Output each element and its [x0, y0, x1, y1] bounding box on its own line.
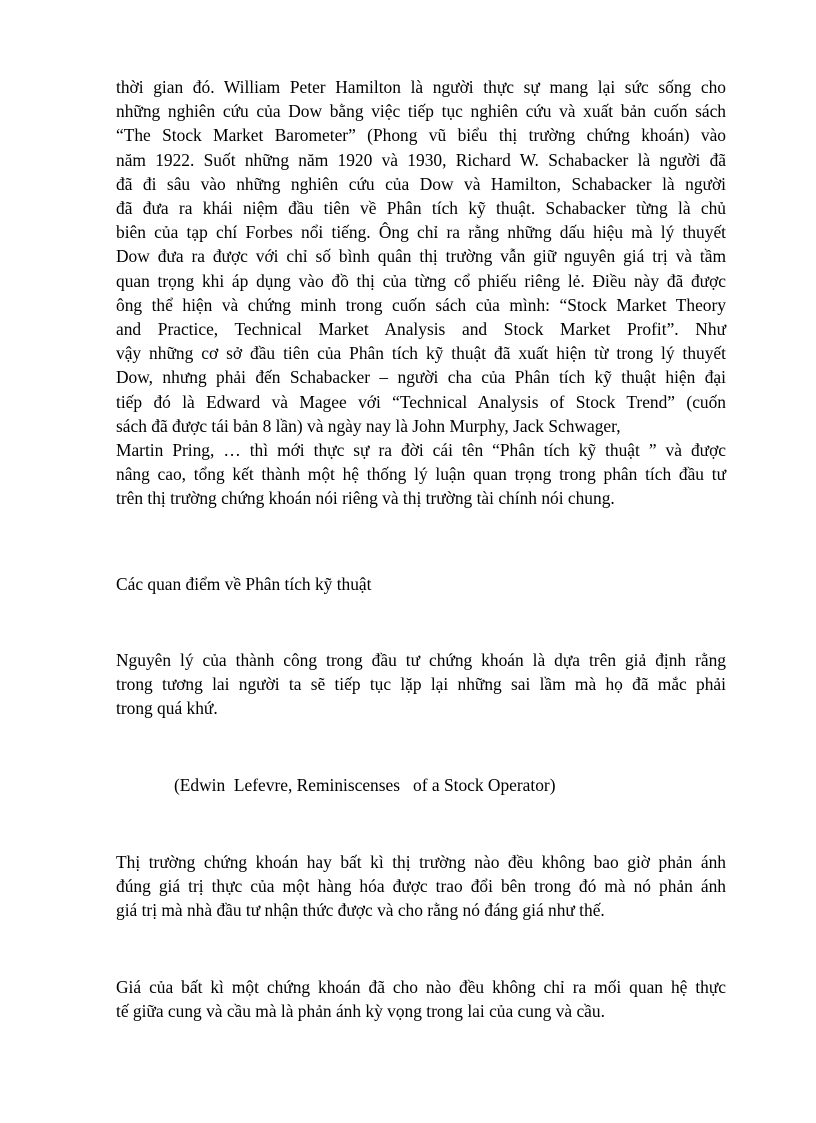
text-line: Thị trường chứng khoán hay bất kì thị trường nào đều không bao giờ phản ánh	[116, 852, 726, 872]
text-line: tế giữa cung và cầu mà là phản ánh kỳ vọng trong lai của cung và cầu.	[116, 1001, 605, 1022]
paragraph-market-value	[116, 850, 726, 923]
text-line: sách đã được tái bản 8 lần) và ngày nay là John Murphy, Jack Schwager,	[116, 415, 621, 436]
text-line: “The Stock Market Barometer” (Phong vũ biểu thị trường chứng khoán) vào	[116, 125, 726, 146]
text-line: đã đi sâu vào những nghiên cứu của Dow và Hamilton, Schabacker là người	[116, 173, 726, 194]
text-line: quan trọng khi áp dụng vào đồ thị của từng cổ phiếu riêng lẻ. Điều này đã được	[116, 270, 726, 291]
text-line: trong quá khứ.	[116, 698, 218, 719]
text-line: Nguyên lý của thành công trong đầu tư chứng khoán là dựa trên giả định rằng	[116, 650, 726, 670]
paragraph-quote	[116, 648, 726, 721]
text-line: nâng cao, tổng kết thành một hệ thống lý luận quan trọng trong phân tích đầu tư	[116, 464, 726, 485]
text-line: vậy những cơ sở đầu tiên của Phân tích kỹ thuật đã xuất hiện từ trong lý thuyết	[116, 343, 726, 364]
text-line: Martin Pring, … thì mới thực sự ra đời cái tên “Phân tích kỹ thuật ” và được	[116, 440, 726, 461]
text-line: thời gian đó. William Peter Hamilton là người thực sự mang lại sức sống cho	[116, 77, 726, 97]
text-line: Dow đưa ra được với chỉ số bình quân thị trường vẫn giữ nguyên giá trị và tầm	[116, 246, 726, 267]
attribution-text: (Edwin Lefevre, Reminiscenses of a Stock Operator)	[174, 775, 556, 795]
paragraph-price-expectation	[116, 975, 726, 1023]
text-line: Dow, nhưng phải đến Schabacker – người cha của Phân tích kỹ thuật hiện đại	[116, 367, 726, 388]
text-line: trên thị trường chứng khoán nói riêng và thị trường tài chính nói chung.	[116, 488, 615, 509]
heading-text: Các quan điểm về Phân tích kỹ thuật	[116, 574, 372, 594]
paragraph-dow-history	[116, 75, 726, 511]
text-line: trong tương lai người ta sẽ tiếp tục lặp lại những sai lầm mà họ đã mắc phải	[116, 674, 726, 695]
text-line: năm 1922. Suốt những năm 1920 và 1930, Richard W. Schabacker là người đã	[116, 149, 726, 170]
quote-attribution	[174, 773, 634, 797]
text-line: and Practice, Technical Market Analysis and Stock Market Profit”. Như	[116, 319, 726, 340]
text-line: Giá của bất kì một chứng khoán đã cho nào đều không chỉ ra mối quan hệ thực	[116, 977, 726, 997]
text-line: tiếp đó là Edward và Magee với “Technical Analysis of Stock Trend” (cuốn	[116, 391, 726, 412]
text-line: đúng giá trị thực của một hàng hóa được trao đổi bên trong đó mà nó phản ánh	[116, 876, 726, 897]
text-line: những nghiên cứu của Dow bằng việc tiếp tục nghiên cứu và xuất bản cuốn sách	[116, 101, 726, 122]
text-line: đã đưa ra khái niệm đầu tiên về Phân tích kỹ thuật. Schabacker từng là chủ	[116, 198, 726, 219]
text-line: biên của tạp chí Forbes nổi tiếng. Ông chỉ ra rằng những dấu hiệu mà lý thuyết	[116, 222, 726, 243]
section-heading	[116, 572, 726, 596]
text-line: giá trị mà nhà đầu tư nhận thức được và cho rằng nó đáng giá như thế.	[116, 900, 605, 921]
text-line: ông thể hiện và chứng minh trong cuốn sách của mình: “Stock Market Theory	[116, 294, 726, 315]
